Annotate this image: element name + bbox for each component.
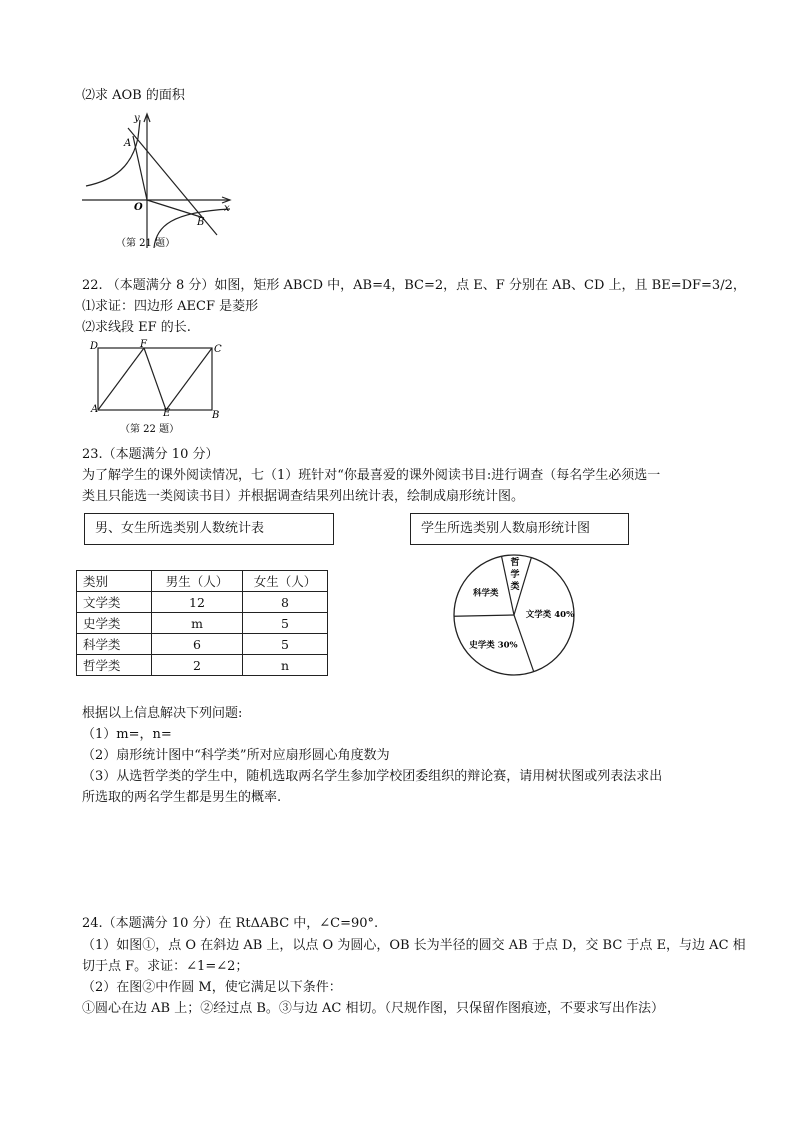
pie-label-science: 科学类 [473,588,499,599]
header-category: 类别 [77,571,152,592]
chart-title-box: 学生所选类别人数扇形统计图 [410,513,629,545]
q23-heading: 23.（本题满分 10 分） [82,447,219,462]
q23-follow: 根据以上信息解决下列问题: [82,706,243,721]
figure-21-caption: （第 21 题） [116,238,176,249]
table-row [77,592,328,613]
q22-part1: ⑴求证：四边形 AECF 是菱形 [82,299,259,314]
label-a: A [124,138,132,149]
cell-girls: 8 [243,592,328,613]
table-row [77,655,328,676]
cell-boys: m [152,613,243,634]
q24-part1-line2: 切于点 F。求证：∠1=∠2； [82,959,249,974]
table-title-box: 男、女生所选类别人数统计表 [84,513,334,545]
q23-question3-line2: 所选取的两名学生都是男生的概率. [82,790,282,805]
cell-boys: 2 [152,655,243,676]
pie-chart [452,545,582,685]
segment-oa [133,136,147,200]
cell-category: 哲学类 [77,655,152,676]
q24-part2-line2: ①圆心在边 AB 上；②经过点 B。③与边 AC 相切。（尺规作图，只保留作图痕迹，不要求写出作法） [82,1001,664,1016]
table-row [77,613,328,634]
cell-girls: 5 [243,634,328,655]
q23-intro-line2: 类且只能选一类阅读书目）并根据调查结果列出统计表，绘制成扇形统计图。 [82,489,525,504]
hyperbola-upper-left [86,120,140,186]
pie-label-literature: 文学类 40% [525,610,575,621]
q23-question3-line1: （3）从选哲学类的学生中，随机选取两名学生参加学校团委组织的辩论赛，请用树状图或列表法求出 [82,769,663,784]
q23-question1: （1）m=，n= [82,727,172,742]
figure-22 [86,338,236,438]
label-a: A [91,404,99,415]
table-header-row [77,571,328,592]
header-boys: 男生（人） [152,571,243,592]
q22-stem: 22. （本题满分 8 分）如图，矩形 ABCD 中，AB=4，BC=2，点 E、F 分别在 AB、CD 上，且 BE=DF=3/2， [82,278,746,293]
pie-label-philosophy-char: 类 [510,582,520,593]
pie-label-history: 史学类 30% [469,640,518,651]
cell-boys: 12 [152,592,243,613]
pie-label-philosophy-char: 哲 [510,558,520,569]
q24-part1-line1: （1）如图①，点 O 在斜边 AB 上，以点 O 为圆心，OB 长为半径的圆交 AB 于点 D，交 BC 于点 E，与边 AC 相 [82,938,746,953]
q24-stem: 24.（本题满分 10 分）在 RtΔABC 中，∠C=90°. [82,916,379,931]
label-y: y [134,113,140,124]
label-e: E [163,408,171,419]
figure-22-caption: （第 22 题） [120,424,180,435]
label-d: D [90,341,99,352]
pie-label-philosophy-char: 学 [510,570,520,581]
cell-category: 文学类 [77,592,152,613]
q21-part2: ⑵求 AOB 的面积 [82,88,185,103]
stats-table [76,570,328,676]
q23-intro-line1: 为了解学生的课外阅读情况，七（1）班针对“你最喜爱的课外阅读书目:进行调查（每名学生必须选一 [82,468,661,483]
cell-girls: n [243,655,328,676]
cell-girls: 5 [243,613,328,634]
label-b: B [212,410,220,421]
cell-category: 科学类 [77,634,152,655]
label-f: F [140,339,147,350]
header-girls: 女生（人） [243,571,328,592]
label-x: x [224,203,230,214]
cell-category: 史学类 [77,613,152,634]
figure-21 [80,108,240,253]
q24-part2-line1: （2）在图②中作圆 M，使它满足以下条件： [82,980,342,995]
label-c: C [214,344,222,355]
label-o: O [134,202,143,213]
label-b: B [197,217,205,228]
q22-part2: ⑵求线段 EF 的长. [82,320,191,335]
pie-divider [454,615,514,616]
segment-af [98,348,144,410]
segment-ec [166,348,212,410]
table-row [77,634,328,655]
segment-fe [144,348,166,410]
cell-boys: 6 [152,634,243,655]
q23-question2: （2）扇形统计图中“科学类”所对应扇形圆心角度数为 [82,748,390,763]
